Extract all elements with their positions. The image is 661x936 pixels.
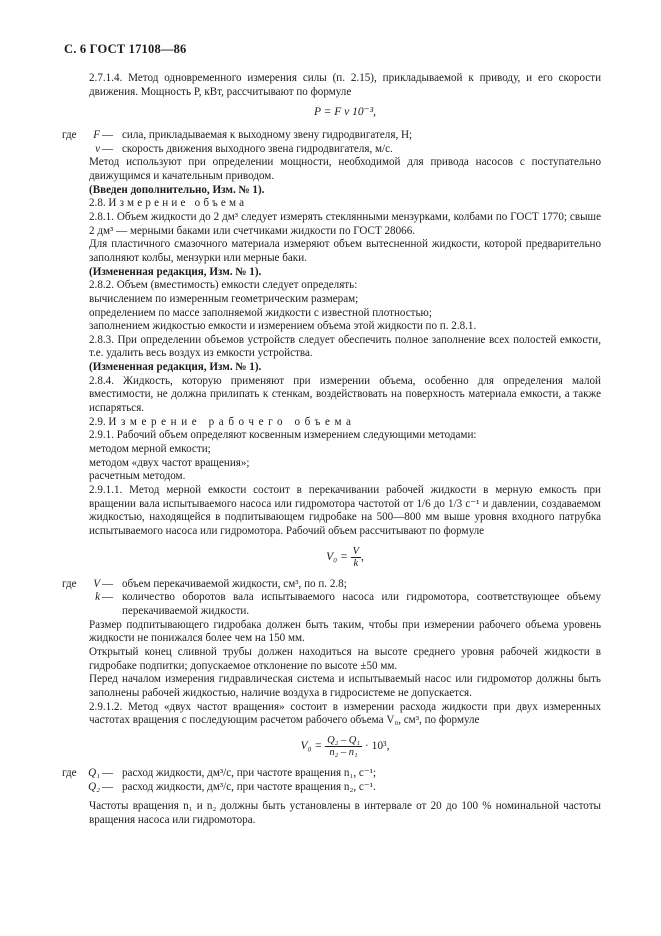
formula-power (89, 106, 601, 120)
formula-lhs: V₀ = (300, 740, 323, 753)
paragraph-text: до (433, 497, 445, 510)
legend-symbol: Q₂ (88, 780, 100, 793)
paragraph-2-8-1-b: Для пластичного смазочного материала измеряют объем вытесненной жидкости, которой предварительно заполняют колбы, мензурки или мерные баки. (89, 238, 601, 264)
legend-dash: — (102, 780, 114, 793)
paragraph-2-8-4: 2.8.4. Жидкость, которую применяют при измерении объема, особенно для определения малой вместимости, не должна прилипать к стенкам, воздействовать на поверхность материала емкости, а также испаряться. (89, 374, 601, 415)
paragraph-speed-range: Частоты вращения n₁ и n₂ должны быть установлены в интервале от 20 до 100 % номинальной частоты вращения насоса или гидромотора. (89, 800, 601, 826)
paragraph-note: Метод используют при определении мощности, необходимой для привода насосов с поступательно движущимся и качательным приводом. (89, 156, 601, 182)
amendment-note: (Введен дополнительно, Изм. № 1). (89, 183, 265, 196)
paragraph-2-8-2: 2.8.2. Объем (вместимость) емкости следует определять: (89, 279, 358, 292)
legend-symbol: k (95, 591, 100, 604)
section-title: Измерение объема (108, 197, 248, 210)
legend-desc: объем перекачиваемой жидкости, см³, по п. 2.8; (122, 577, 347, 590)
formula-numerator: V (352, 545, 360, 557)
legend-symbol: F (93, 128, 100, 141)
formula-tail: · 10³, (364, 740, 390, 753)
legend-desc: количество оборотов вала испытываемого насоса или гидромотора, соответствующее объему перекачиваемой жидкости. (122, 591, 601, 617)
amendment-note: (Измененная редакция, Изм. № 1). (89, 361, 262, 374)
formula-fraction (351, 546, 361, 569)
legend-dash: — (102, 577, 114, 590)
paragraph-tank-size: Размер подпитывающего гидробака должен быть таким, чтобы при измерении рабочего объема уровень жидкости не понижался более чем на 150 мм. (89, 618, 601, 645)
paragraph-text: 2.9.1.1. Метод мерной емкости состоит в перекачивании рабочей жидкости в мерную емкость при вращении вала испытываемого насоса или гидромотора частотой от (89, 484, 601, 510)
paragraph-2-7-1-4: 2.7.1.4. Метод одновременного измерения силы (п. 2.15), прикладываемой к приводу, и его скорости движения. Мощность P, кВт, рассчитывают по формуле (89, 72, 601, 98)
page-header: С. 6 ГОСТ 17108—86 (64, 42, 187, 56)
document-body (62, 72, 601, 828)
section-number: 2.9. (89, 415, 106, 428)
paragraph-drain-pipe: Открытый конец сливной трубы должен находиться на высоте среднего уровня рабочей жидкости в гидробаке подпитки; допускаемое отклонение по высоте ±50 мм. (89, 645, 601, 672)
legend-desc: сила, прикладываемая к выходному звену гидродвигателя, Н; (122, 128, 413, 141)
legend-flow (62, 767, 601, 794)
legend-dash: — (102, 591, 114, 604)
paragraph-system-fill: Перед началом измерения гидравлическая система и испытываемый насос или гидромотор должны быть заполнены рабочей жидкостью, наличие воздуха в гидросистеме не допускается. (89, 673, 601, 699)
amendment-note: (Измененная редакция, Изм. № 1). (89, 265, 262, 278)
list-item: методом «двух частот вращения»; (89, 456, 250, 469)
legend-desc: скорость движения выходного звена гидродвигателя, м/с. (122, 142, 393, 155)
formula-denominator: n₂ – n₁ (329, 746, 358, 758)
fraction-sixth: 1/6 (416, 497, 431, 510)
legend-volume (62, 578, 601, 619)
legend-desc: расход жидкости, дм³/с, при частоте вращения n₂, с⁻¹. (122, 780, 376, 793)
formula-tail: , (361, 550, 364, 563)
list-item: определением по массе заполняемой жидкости с известной плотностью; (89, 306, 432, 319)
section-heading-2-9 (89, 416, 601, 430)
where-label: где (62, 766, 77, 779)
legend-dash: — (102, 128, 114, 141)
formula-power-text: P = F v 10⁻³, (313, 106, 377, 119)
paragraph-2-9-1-1 (89, 484, 601, 539)
legend-symbol: V (93, 577, 100, 590)
legend-dash: — (102, 142, 114, 155)
legend-symbol: v (95, 142, 100, 155)
where-label: где (62, 128, 77, 141)
formula-v0-two-speeds (89, 735, 601, 758)
section-heading-2-8 (89, 197, 601, 211)
legend-symbol: Q₁ (88, 766, 100, 779)
legend-desc: расход жидкости, дм³/с, при частоте вращения n₁, с⁻¹; (122, 766, 377, 779)
section-title: Измерение рабочего объема (108, 415, 356, 428)
list-item: вычислением по измеренным геометрическим размерам; (89, 292, 359, 305)
legend-power (62, 129, 601, 156)
list-item: заполнением жидкостью емкости и измерением объема этой жидкости по п. 2.8.1. (89, 320, 477, 333)
where-label: где (62, 577, 77, 590)
paragraph-2-8-3: 2.8.3. При определении объемов устройств следует обеспечить полное заполнение всех полостей емкости, т.е. удалить весь воздух из емкости устройства. (89, 333, 601, 360)
formula-lhs: V₀ = (326, 550, 348, 563)
list-item: расчетным методом. (89, 470, 186, 483)
formula-numerator: Q₂ – Q₁ (327, 734, 361, 746)
paragraph-2-9-1: 2.9.1. Рабочий объем определяют косвенным измерением следующими методами: (89, 429, 477, 442)
fraction-third: 1/3 (448, 497, 463, 510)
section-number: 2.8. (89, 197, 106, 210)
list-item: методом мерной емкости; (89, 443, 211, 456)
paragraph-2-8-1: 2.8.1. Объем жидкости до 2 дм³ следует измерять стеклянными мензурками, колбами по ГОСТ 1770; свыше 2 дм³ — мерными баками или счетчиками жидкости по ГОСТ 28066. (89, 210, 601, 237)
formula-fraction (325, 735, 362, 758)
paragraph-2-9-1-2: 2.9.1.2. Метод «двух частот вращения» состоит в измерении расхода жидкости при двух измеренных частотах вращения с последующим расчетом рабочего объема V₀, см³, по формуле (89, 700, 601, 727)
formula-denominator: k (353, 557, 359, 569)
legend-dash: — (102, 766, 114, 779)
paragraph-text: с⁻¹ и давлении, создаваемом жидкостью, находящейся в подпитывающем гидробаке на 500—800 мм выше уровня входного патрубка испытываемого насоса или гидромотора. Рабочий объем рассчитывают по формуле (89, 497, 601, 537)
formula-v0-volume (89, 546, 601, 569)
